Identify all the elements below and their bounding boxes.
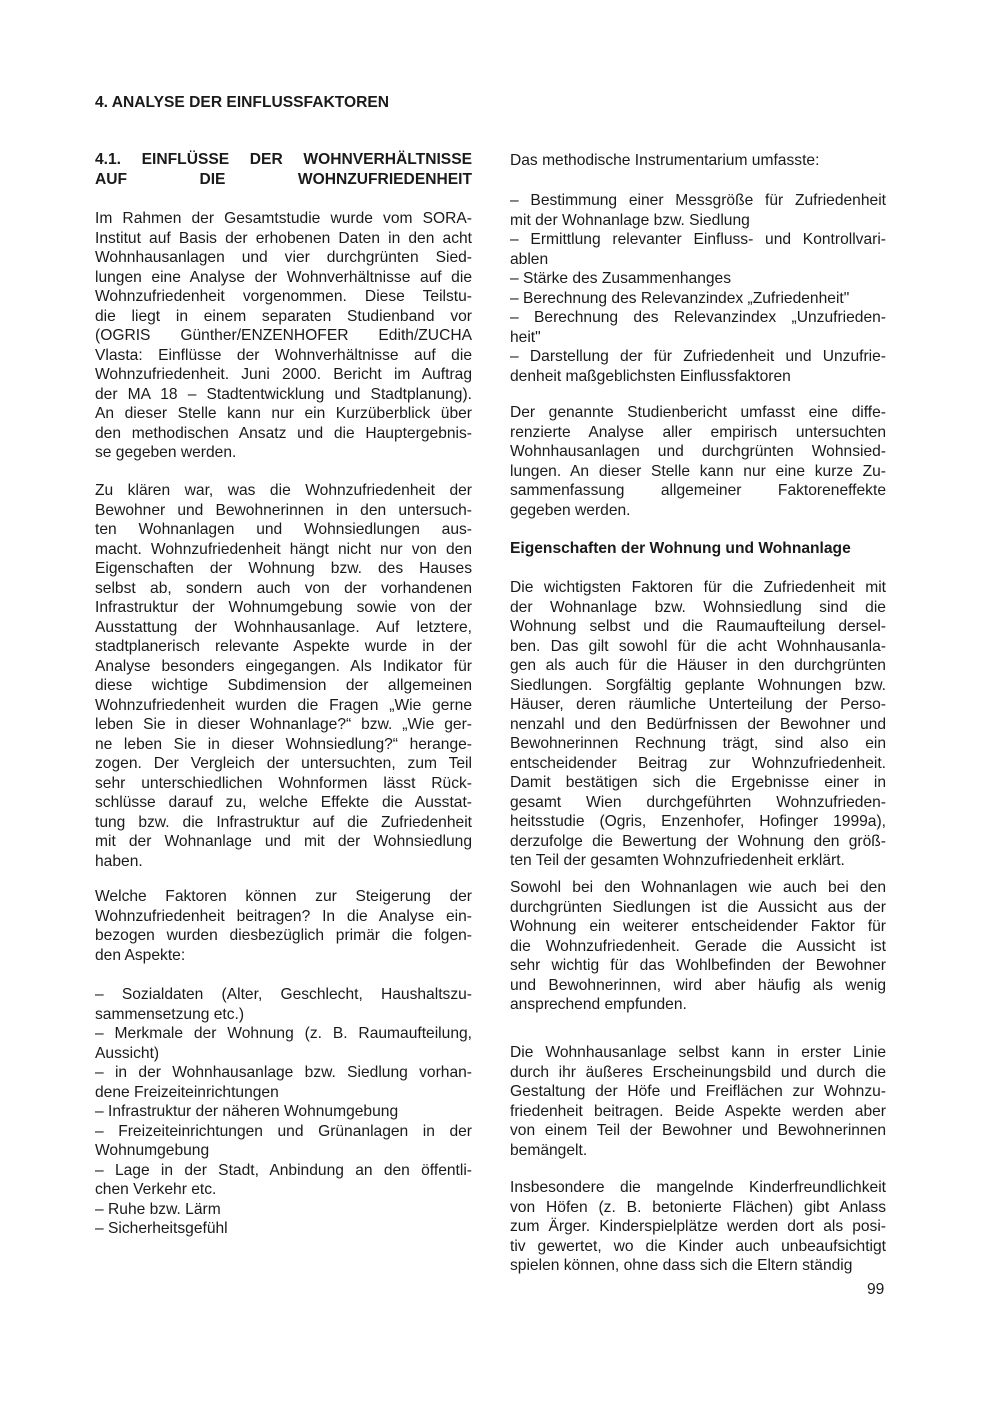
text-line: An dieser Stelle kann nur ein Kurzüberblick über bbox=[95, 405, 472, 422]
text-line: leben Sie in dieser Wohnanlage?“ bzw. „Wie ger- bbox=[95, 716, 472, 733]
text-line: von Höfen (z. B. betonierte Flächen) gibt Anlass bbox=[510, 1198, 886, 1216]
list-item-line: heit" bbox=[510, 328, 541, 346]
text-line: Häuser, deren räumliche Unterteilung der Perso- bbox=[510, 696, 886, 713]
text-line: AUF DIE WOHNZUFRIEDENHEIT bbox=[95, 170, 472, 188]
text-line: Siedlungen. Sorgfältig geplante Wohnungen bzw. bbox=[510, 676, 886, 694]
paragraph bbox=[510, 403, 886, 520]
text-line: Sowohl bei den Wohnanlagen wie auch bei den bbox=[510, 879, 886, 896]
chapter-title: 4. ANALYSE DER EINFLUSSFAKTOREN bbox=[95, 94, 390, 111]
text-line: lungen. An dieser Stelle kann nur eine kurze Zu- bbox=[510, 462, 886, 480]
text-line: Wohnzufriedenheit wurden die Fragen „Wie gerne bbox=[95, 696, 472, 714]
list-item-line: Aussicht) bbox=[95, 1044, 160, 1062]
text-line: die liegt in einem separaten Studienband vor bbox=[95, 307, 472, 325]
list-item-line: – Merkmale der Wohnung (z. B. Raumaufteilung, bbox=[95, 1025, 472, 1042]
text-line: Wohnzufriedenheit beitragen? In die Analyse ein- bbox=[95, 907, 472, 925]
text-line: ne leben Sie in dieser Wohnsiedlung?“ herange- bbox=[95, 735, 472, 753]
list-item-line: – Stärke des Zusammenhanges bbox=[510, 270, 732, 287]
text-line: Wohnung selbst und die Raumaufteilung dersel- bbox=[510, 618, 886, 635]
text-line: spielen können, ohne dass sich die Eltern ständig bbox=[510, 1257, 853, 1274]
text-line: bezogen wurden diesbezüglich primär die folgen- bbox=[95, 927, 472, 944]
text-line: nenzahl und den Bedürfnissen der Bewohner und bbox=[510, 715, 886, 733]
text-line: lungen eine Analyse der Wohnverhältnisse auf die bbox=[95, 268, 472, 286]
text-line: 4.1. EINFLÜSSE DER WOHNVERHÄLTNISSE bbox=[95, 151, 472, 168]
text-line: ansprechend empfunden. bbox=[510, 996, 687, 1013]
text-line: tung bzw. die Infrastruktur auf die Zufriedenheit bbox=[95, 813, 472, 831]
text-line: Damit bestätigen sich die Ergebnisse einer in bbox=[510, 774, 886, 791]
list-item-line: denheit maßgeblichsten Einflussfaktoren bbox=[510, 367, 791, 385]
text-line: Analyse besonders eingegangen. Als Indikator für bbox=[95, 657, 472, 675]
text-line: bemängelt. bbox=[510, 1141, 588, 1159]
list-item-line: – Berechnung des Relevanzindex „Zufriedenheit" bbox=[510, 289, 850, 307]
text-line: der Wohnanlage bzw. Wohnsiedlung sind die bbox=[510, 598, 886, 616]
list-item-line: mit der Wohnanlage bzw. Siedlung bbox=[510, 211, 750, 229]
text-line: entscheidender Beitrag zur Wohnzufriedenheit. bbox=[510, 754, 886, 772]
text-line: heitsstudie (Ogris, Enzenhofer, Hofinger 1999a), bbox=[510, 813, 886, 830]
text-line: Wohnhausanlagen und durchgrünten Wohnsied- bbox=[510, 443, 886, 460]
text-line: ten Teil der gesamten Wohnzufriedenheit erklärt. bbox=[510, 852, 845, 869]
list-item-line: – Freizeiteinrichtungen und Grünanlagen in der bbox=[95, 1122, 472, 1140]
text-line: gen als auch für die Häuser in den durchgrünten bbox=[510, 657, 886, 674]
text-line: der MA 18 – Stadtentwicklung und Stadtplanung). bbox=[95, 385, 472, 403]
list-item-line: – Ruhe bzw. Lärm bbox=[95, 1200, 221, 1218]
text-line: macht. Wohnzufriedenheit hängt nicht nur von den bbox=[95, 540, 472, 558]
text-line: Wohnhausanlagen und vier durchgrünten Sied- bbox=[95, 249, 472, 266]
text-line: (OGRIS Günther/ENZENHOFER Edith/ZUCHA bbox=[95, 327, 472, 344]
list-item-line: – Lage in der Stadt, Anbindung an den öffentli- bbox=[95, 1161, 472, 1179]
text-line: tiv gewertet, wo die Kinder auch unbeaufsichtigt bbox=[510, 1237, 886, 1255]
list-item-line: ablen bbox=[510, 250, 549, 268]
text-line: Gestaltung der Höfe und Freiflächen zur Wohnzu- bbox=[510, 1083, 886, 1100]
text-line: zum Ärger. Kinderspielplätze werden dort als posi- bbox=[510, 1218, 886, 1235]
text-line: mit der Wohnanlage und mit der Wohnsiedlung bbox=[95, 833, 472, 850]
paragraph bbox=[95, 887, 472, 965]
paragraph bbox=[95, 481, 472, 871]
text-line: Das methodische Instrumentarium umfasste: bbox=[510, 152, 820, 169]
text-line: derzufolge die Bewertung der Wohnung den größ- bbox=[510, 832, 886, 850]
text-line: den Aspekte: bbox=[95, 946, 186, 964]
bullet-list bbox=[95, 985, 472, 1239]
paragraph bbox=[510, 578, 886, 871]
text-line: se gegeben werden. bbox=[95, 444, 237, 461]
paragraph bbox=[95, 209, 472, 463]
text-line: Wohnung ein weiterer entscheidender Faktor für bbox=[510, 918, 886, 935]
text-line: zogen. Der Vergleich der untersuchten, zum Teil bbox=[95, 755, 472, 772]
text-line: und Bewohnerinnen, wird aber häufig als wenig bbox=[510, 976, 886, 994]
list-item-line: – Sicherheitsgefühl bbox=[95, 1220, 228, 1237]
text-line: Im Rahmen der Gesamtstudie wurde vom SORA- bbox=[95, 210, 472, 227]
paragraph bbox=[510, 1178, 886, 1276]
list-item-line: Wohnumgebung bbox=[95, 1142, 210, 1159]
text-line: sehr wichtig für das Wohlbefinden der Bewohner bbox=[510, 957, 886, 974]
page-number: 99 bbox=[867, 1281, 885, 1298]
text-line: schlüsse darauf zu, welche Effekte die Ausstat- bbox=[95, 794, 472, 811]
list-item-line: – Sozialdaten (Alter, Geschlecht, Haushaltszu- bbox=[95, 986, 472, 1003]
text-line: Die Wohnhausanlage selbst kann in erster Linie bbox=[510, 1044, 886, 1061]
text-line: ten Wohnanlagen und Wohnsiedlungen aus- bbox=[95, 521, 472, 538]
text-line: gegeben werden. bbox=[510, 501, 631, 519]
text-line: Eigenschaften der Wohnung und Wohnanlage bbox=[510, 540, 851, 557]
list-item-line: – Bestimmung einer Messgröße für Zufriedenheit bbox=[510, 192, 886, 209]
paragraph bbox=[510, 878, 886, 1015]
text-line: Die wichtigsten Faktoren für die Zufriedenheit mit bbox=[510, 579, 886, 596]
list-item-line: – Darstellung der für Zufriedenheit und Unzufrie- bbox=[510, 348, 886, 365]
list-item-line: dene Freizeiteinrichtungen bbox=[95, 1083, 279, 1101]
text-line: diese wichtige Subdimension der allgemeinen bbox=[95, 677, 472, 694]
paragraph bbox=[510, 151, 886, 171]
text-line: Bewohnerinnen Rechnung trägt, sind also ein bbox=[510, 735, 886, 752]
text-line: Wohnzufriedenheit vorgenommen. Diese Teilstu- bbox=[95, 288, 472, 305]
text-line: Eigenschaften der Wohnung bzw. des Hauses bbox=[95, 560, 472, 577]
section-heading bbox=[510, 539, 886, 559]
text-line: Vlasta: Einflüsse der Wohnverhältnisse auf die bbox=[95, 346, 472, 364]
text-line: Wohnzufriedenheit. Juni 2000. Bericht im Auftrag bbox=[95, 366, 472, 383]
text-line: sehr unterschiedlichen Wohnformen lässt Rück- bbox=[95, 774, 472, 792]
bullet-list bbox=[510, 191, 886, 386]
text-line: die Wohnzufriedenheit. Gerade die Aussicht ist bbox=[510, 937, 886, 955]
text-line: Bewohner und Bewohnerinnen in den untersuch- bbox=[95, 501, 472, 519]
list-item-line: – Berechnung des Relevanzindex „Unzufrieden- bbox=[510, 309, 886, 326]
text-line: Institut auf Basis der erhobenen Daten in den acht bbox=[95, 229, 472, 247]
list-item-line: – in der Wohnhausanlage bzw. Siedlung vorhan- bbox=[95, 1064, 472, 1081]
text-line: Welche Faktoren können zur Steigerung der bbox=[95, 888, 472, 905]
paragraph bbox=[510, 1043, 886, 1160]
text-line: durchgrünten Siedlungen ist die Aussicht aus der bbox=[510, 898, 886, 916]
text-line: haben. bbox=[95, 852, 143, 870]
list-item-line: – Ermittlung relevanter Einfluss- und Kontrollvari- bbox=[510, 231, 886, 248]
text-line: friedenheit beitragen. Beide Aspekte werden aber bbox=[510, 1102, 886, 1120]
text-line: gesamt Wien durchgeführten Wohnzufrieden- bbox=[510, 793, 886, 811]
text-line: selbst ab, sondern auch von der vorhandenen bbox=[95, 579, 472, 597]
text-line: Infrastruktur der Wohnumgebung sowie von der bbox=[95, 599, 472, 616]
text-line: Insbesondere die mangelnde Kinderfreundlichkeit bbox=[510, 1179, 886, 1196]
text-line: Ausstattung der Wohnhausanlage. Auf letztere, bbox=[95, 618, 472, 636]
text-line: den methodischen Ansatz und die Hauptergebnis- bbox=[95, 424, 472, 442]
text-line: Der genannte Studienbericht umfasst eine diffe- bbox=[510, 404, 886, 421]
section-heading bbox=[95, 150, 472, 189]
text-line: durch ihr äußeres Erscheinungsbild und durch die bbox=[510, 1063, 886, 1081]
text-line: stadtplanerisch relevante Aspekte wurde in der bbox=[95, 638, 472, 655]
text-line: sammenfassung allgemeiner Faktoreneffekte bbox=[510, 482, 886, 499]
text-line: von einem Teil der Bewohner und Bewohnerinnen bbox=[510, 1122, 886, 1139]
text-line: ben. Das gilt sowohl für die acht Wohnhausanla- bbox=[510, 637, 886, 655]
text-line: Zu klären war, was die Wohnzufriedenheit der bbox=[95, 482, 472, 499]
text-line: renzierte Analyse aller empirisch untersuchten bbox=[510, 423, 886, 441]
list-item-line: sammensetzung etc.) bbox=[95, 1005, 245, 1023]
list-item-line: chen Verkehr etc. bbox=[95, 1181, 217, 1198]
list-item-line: – Infrastruktur der näheren Wohnumgebung bbox=[95, 1103, 399, 1120]
